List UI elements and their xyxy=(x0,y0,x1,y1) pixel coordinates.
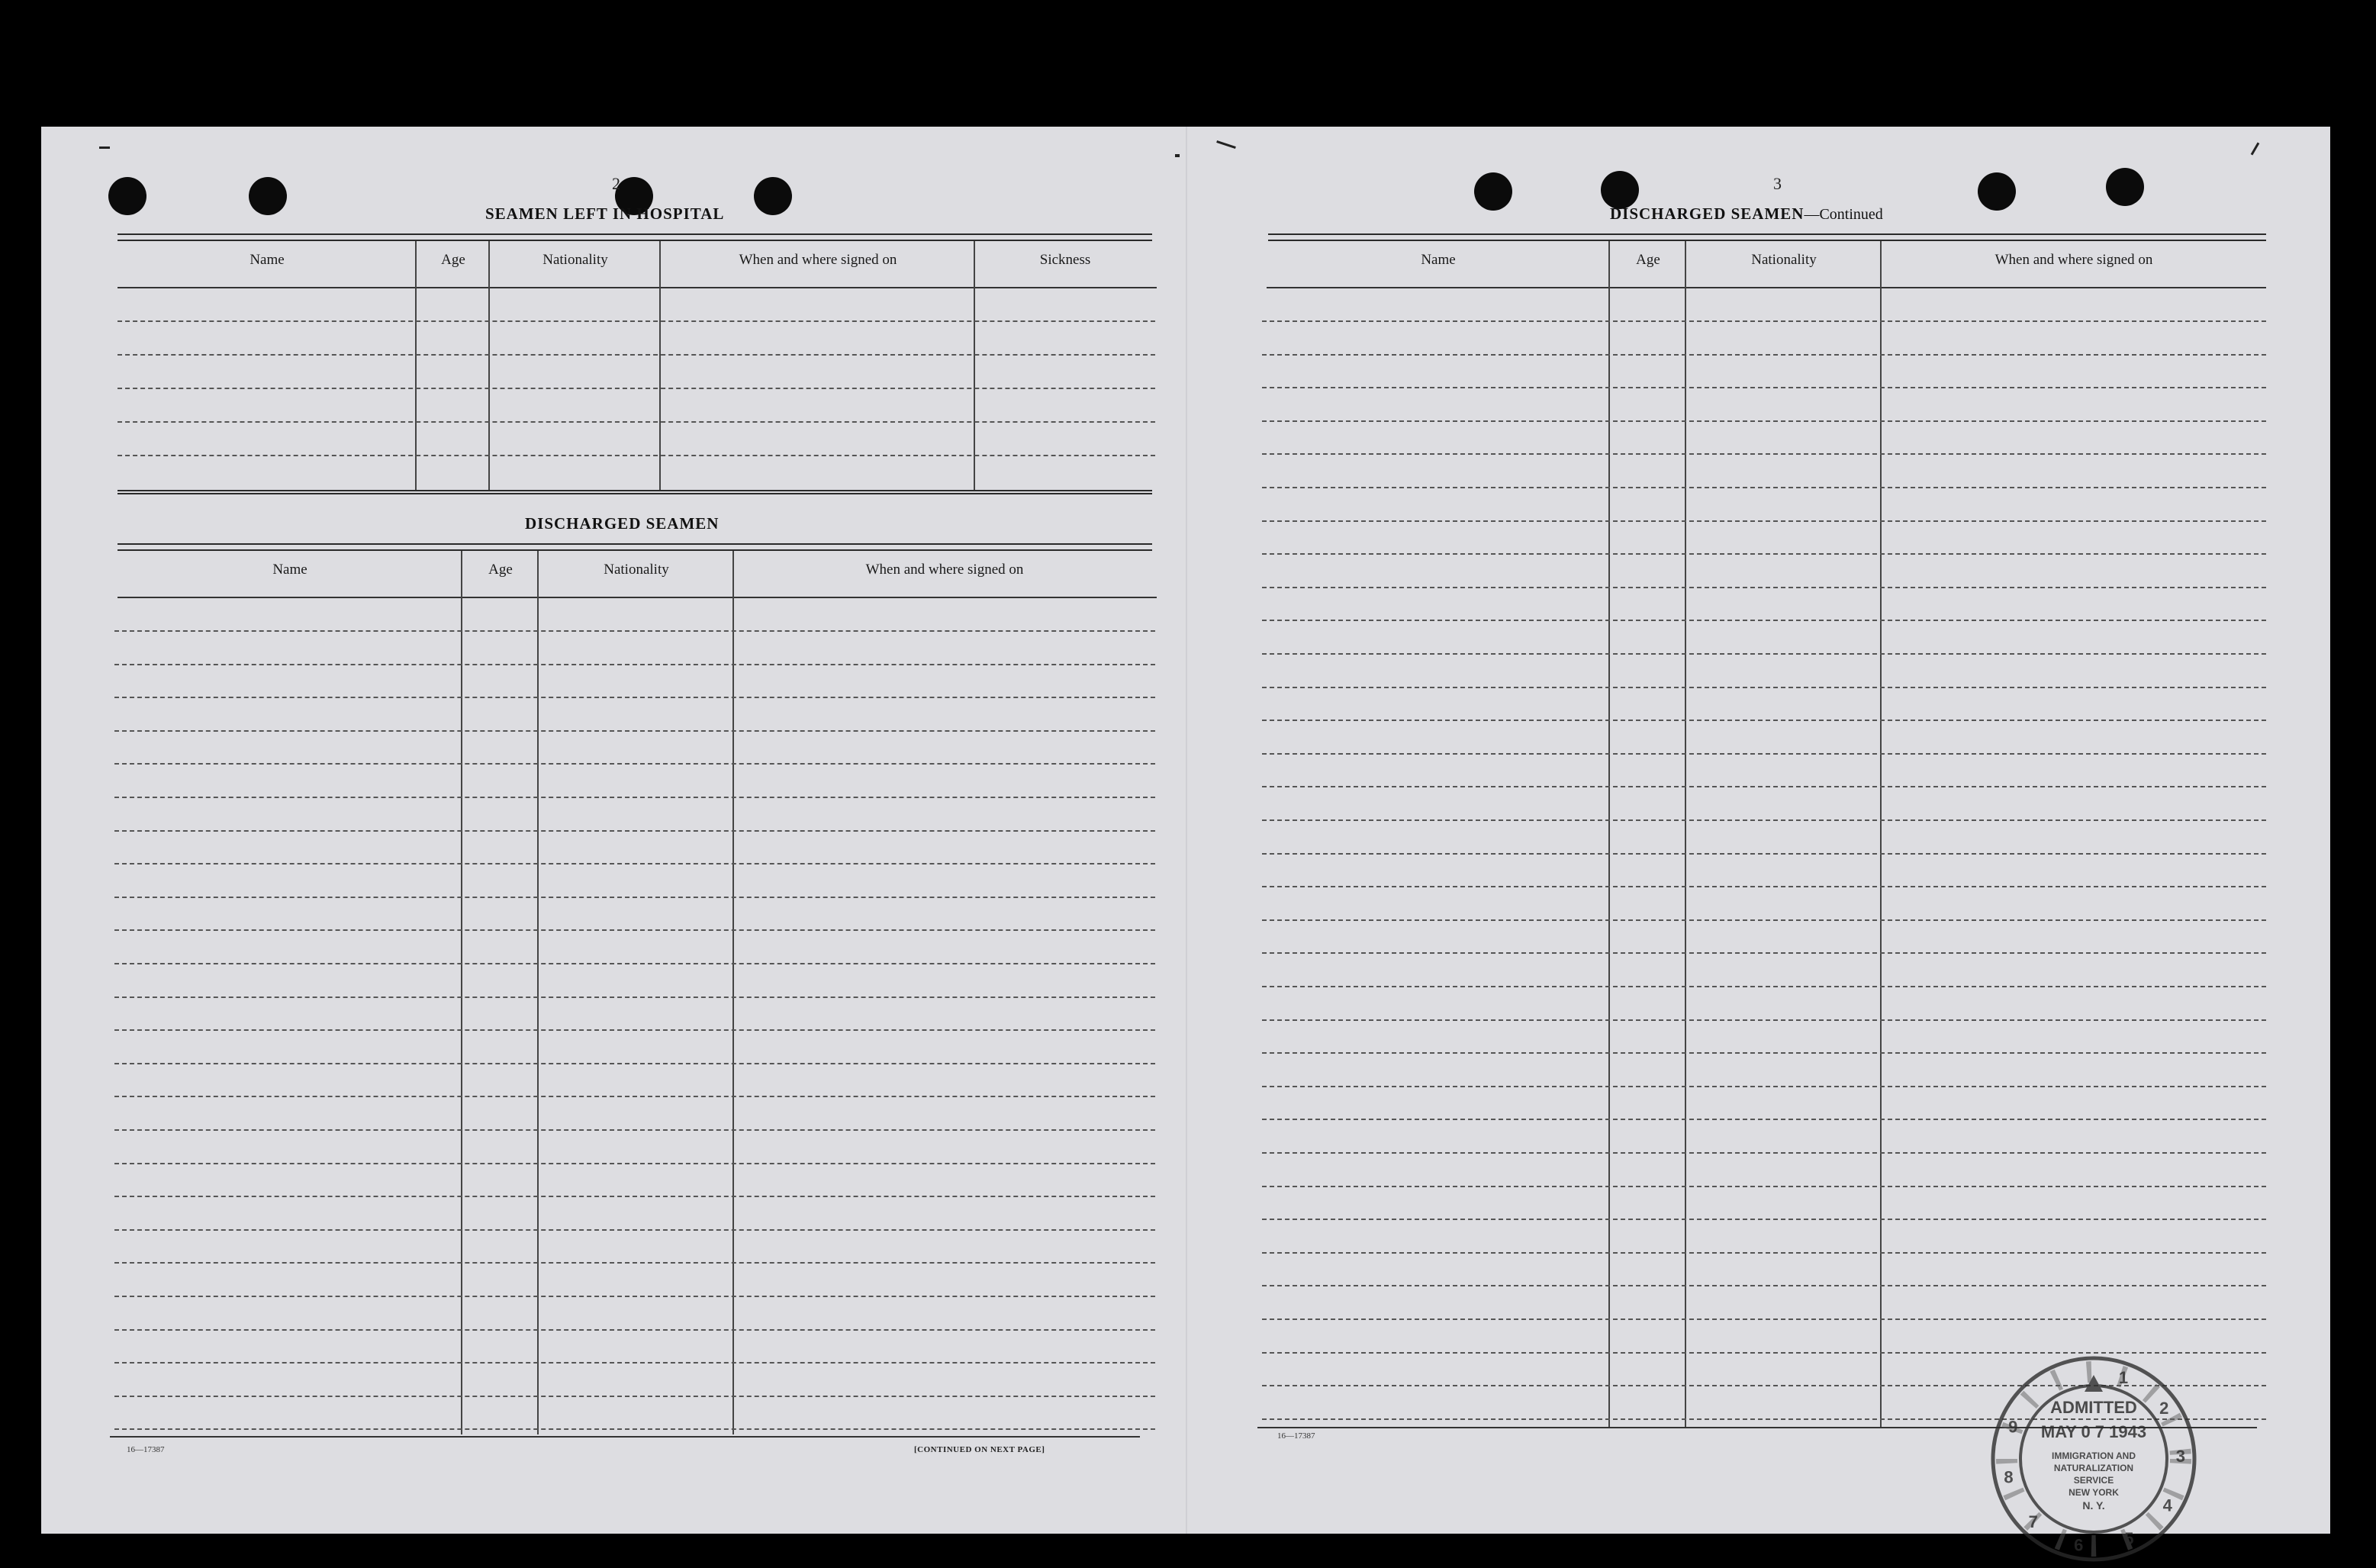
right-section-title xyxy=(1610,204,1883,224)
ink-speck xyxy=(1175,154,1180,157)
entry-line xyxy=(114,664,1155,665)
entry-line xyxy=(114,1096,1155,1097)
punch-hole xyxy=(1474,172,1512,211)
discharged-top-rule xyxy=(118,543,1152,551)
ink-speck xyxy=(1216,140,1236,149)
hospital-entry-line xyxy=(118,421,1155,423)
stamp-ring-digit: 7 xyxy=(2028,1512,2038,1531)
entry-line xyxy=(114,730,1155,732)
entry-line xyxy=(114,697,1155,698)
entry-line xyxy=(1262,1285,2266,1286)
discharged-col-name: Name xyxy=(272,562,307,578)
right-col-nationality: Nationality xyxy=(1751,252,1817,268)
document-sheet xyxy=(41,127,2330,1555)
entry-line xyxy=(114,797,1155,798)
entry-line xyxy=(114,1396,1155,1397)
stamp-ring-digit: 5 xyxy=(2124,1529,2134,1549)
left-page-bottom-rule xyxy=(110,1436,1140,1438)
immigration-admitted-stamp xyxy=(1962,1344,2268,1564)
hospital-entry-line xyxy=(118,354,1155,356)
entry-line xyxy=(114,897,1155,898)
entry-line xyxy=(1262,1186,2266,1187)
stamp-line1: ADMITTED xyxy=(2050,1398,2137,1417)
entry-line xyxy=(1262,620,2266,621)
entry-line xyxy=(114,1262,1155,1264)
hospital-header-rule xyxy=(118,287,1157,288)
discharged-col-divider xyxy=(732,551,734,1434)
entry-line xyxy=(1262,1318,2266,1320)
hospital-col-age: Age xyxy=(441,252,465,268)
punch-hole xyxy=(108,177,146,215)
discharged-col-age: Age xyxy=(488,562,513,578)
entry-line xyxy=(114,1029,1155,1031)
entry-line xyxy=(114,763,1155,765)
stamp-ring-digit: 2 xyxy=(2159,1399,2169,1418)
discharged-col-divider xyxy=(537,551,539,1434)
entry-line xyxy=(114,963,1155,964)
punch-hole xyxy=(249,177,287,215)
entry-line xyxy=(1262,952,2266,954)
entry-line xyxy=(1262,819,2266,821)
discharged-header-rule xyxy=(118,597,1157,598)
hospital-col-divider xyxy=(659,241,661,491)
entry-line xyxy=(1262,853,2266,855)
entry-line xyxy=(114,1296,1155,1297)
continued-note: [CONTINUED ON NEXT PAGE] xyxy=(914,1445,1045,1454)
right-form-number: 16—17387 xyxy=(1277,1431,1315,1441)
entry-line xyxy=(1262,1019,2266,1021)
entry-line xyxy=(1262,453,2266,455)
entry-line xyxy=(1262,886,2266,887)
hospital-entry-line xyxy=(118,455,1155,456)
entry-line xyxy=(1262,354,2266,356)
entry-line xyxy=(1262,720,2266,721)
entry-line xyxy=(1262,520,2266,522)
punch-hole xyxy=(1601,171,1639,209)
hospital-col-name: Name xyxy=(250,252,285,268)
entry-line xyxy=(1262,387,2266,388)
stamp-ring-digit: 4 xyxy=(2162,1496,2172,1515)
entry-line xyxy=(1262,1152,2266,1154)
hospital-col-signed-on: When and where signed on xyxy=(739,252,897,268)
stamp-ring-digit: 1 xyxy=(2118,1367,2129,1387)
right-col-age: Age xyxy=(1636,252,1660,268)
entry-line xyxy=(114,1329,1155,1331)
hospital-col-sickness: Sickness xyxy=(1039,252,1091,268)
right-col-name: Name xyxy=(1421,252,1456,268)
stamp-line2: MAY 0 7 1943 xyxy=(2040,1422,2147,1441)
stamp-line3: IMMIGRATION AND xyxy=(2052,1450,2136,1461)
right-col-divider xyxy=(1880,241,1882,1427)
hospital-entry-line xyxy=(118,388,1155,389)
stamp-line5: SERVICE xyxy=(2073,1475,2114,1486)
entry-line xyxy=(114,1163,1155,1164)
hospital-col-divider xyxy=(415,241,417,491)
discharged-section-title: DISCHARGED SEAMEN xyxy=(525,514,720,533)
punch-hole xyxy=(2106,168,2144,206)
discharged-col-divider xyxy=(461,551,462,1434)
right-page-number: 3 xyxy=(1773,174,1782,193)
entry-line xyxy=(114,1196,1155,1197)
stamp-ring-digit: 3 xyxy=(2175,1447,2186,1466)
stamp-graphic xyxy=(1962,1344,2268,1564)
entry-line xyxy=(114,1362,1155,1364)
entry-line xyxy=(1262,587,2266,588)
entry-line xyxy=(1262,687,2266,688)
stamp-ring-digit: 6 xyxy=(2074,1535,2084,1555)
ink-speck xyxy=(99,146,110,149)
punch-hole xyxy=(1978,172,2016,211)
entry-line xyxy=(114,830,1155,832)
ink-speck xyxy=(2251,142,2260,155)
entry-line xyxy=(1262,1119,2266,1120)
right-col-signed-on: When and where signed on xyxy=(1994,252,2153,268)
hospital-top-rule xyxy=(118,233,1152,241)
stamp-line7: N. Y. xyxy=(2082,1499,2105,1512)
entry-line xyxy=(1262,753,2266,755)
discharged-col-signed-on: When and where signed on xyxy=(865,562,1024,578)
entry-line xyxy=(114,929,1155,931)
entry-line xyxy=(114,630,1155,632)
hospital-entry-line xyxy=(118,320,1155,322)
stamp-line4: NATURALIZATION xyxy=(2053,1463,2134,1473)
hospital-col-divider xyxy=(488,241,490,491)
stamp-ring-digit: 9 xyxy=(2008,1417,2018,1437)
left-page-number: 2 xyxy=(612,174,620,193)
right-col-divider xyxy=(1608,241,1610,1427)
entry-line xyxy=(1262,1086,2266,1087)
entry-line xyxy=(114,1428,1155,1430)
entry-line xyxy=(1262,919,2266,921)
right-title-suffix: —Continued xyxy=(1804,206,1883,223)
entry-line xyxy=(1262,986,2266,987)
right-header-rule xyxy=(1267,287,2266,288)
right-col-divider xyxy=(1685,241,1686,1427)
right-title-main: DISCHARGED SEAMEN xyxy=(1610,204,1805,223)
left-form-number: 16—17387 xyxy=(127,1445,165,1454)
hospital-bottom-rule xyxy=(118,490,1152,494)
entry-line xyxy=(1262,420,2266,422)
hospital-section-title: SEAMEN LEFT IN HOSPITAL xyxy=(485,204,725,223)
entry-line xyxy=(1262,320,2266,322)
hospital-col-divider xyxy=(974,241,975,491)
right-top-rule xyxy=(1268,233,2266,241)
entry-line xyxy=(1262,487,2266,488)
entry-line xyxy=(1262,553,2266,555)
entry-line xyxy=(1262,786,2266,787)
stamp-line6: NEW YORK xyxy=(2069,1487,2119,1498)
entry-line xyxy=(114,863,1155,864)
entry-line xyxy=(1262,653,2266,655)
entry-line xyxy=(114,997,1155,998)
entry-line xyxy=(1262,1052,2266,1054)
entry-line xyxy=(1262,1219,2266,1220)
entry-line xyxy=(114,1129,1155,1131)
punch-hole xyxy=(754,177,792,215)
discharged-col-nationality: Nationality xyxy=(604,562,669,578)
entry-line xyxy=(114,1229,1155,1231)
stamp-ring-digit: 8 xyxy=(2004,1467,2014,1487)
page-fold xyxy=(1186,127,1187,1534)
entry-line xyxy=(1262,1252,2266,1254)
entry-line xyxy=(114,1063,1155,1064)
hospital-col-nationality: Nationality xyxy=(542,252,608,268)
